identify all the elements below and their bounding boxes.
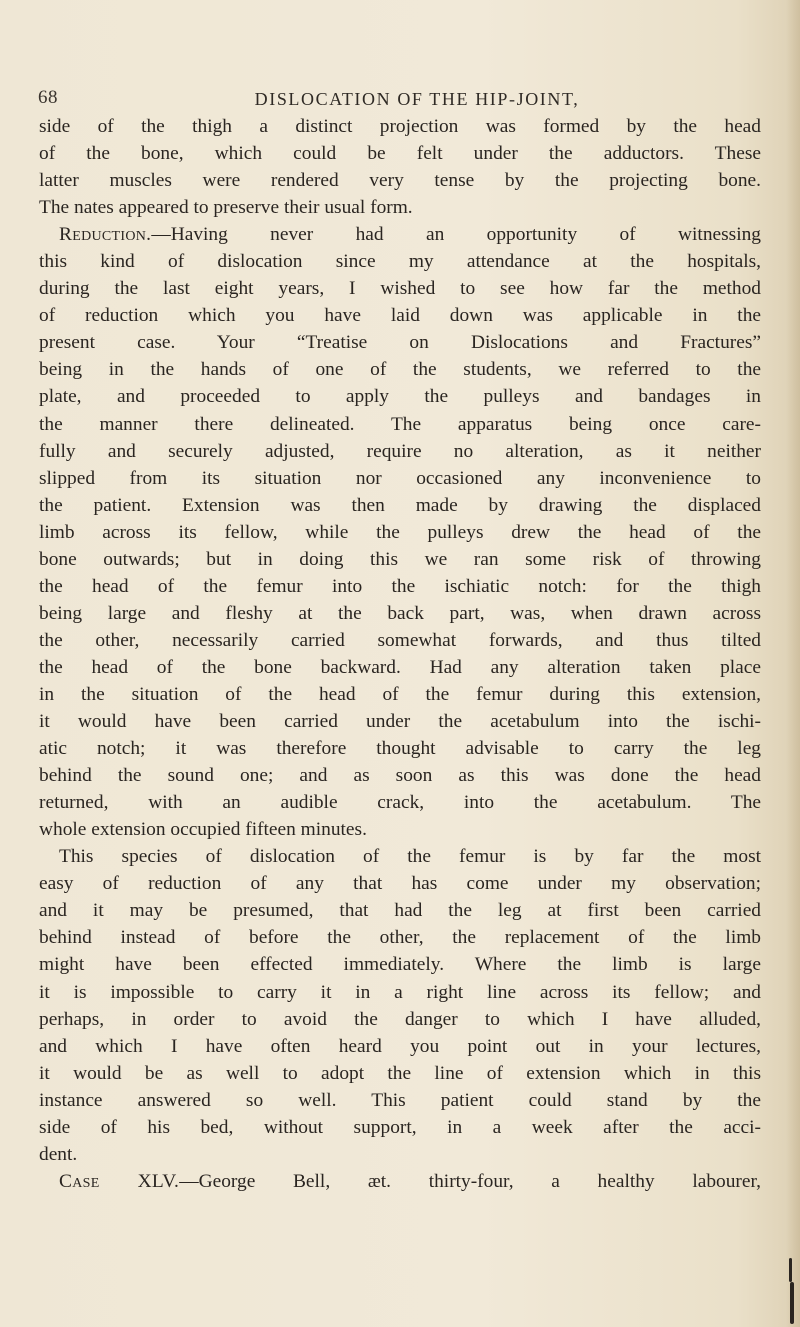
text-line [39,870,761,897]
text-line [39,113,761,140]
text-line [39,411,761,438]
text-line [39,140,761,167]
page-number: 68 [38,87,58,108]
text-line [39,329,761,356]
line-text: and it may be presumed, that had the leg at first been carried [39,900,761,922]
body-text [39,113,761,1195]
section-lead: Reduction. [59,224,152,246]
line-text: whole extension occupied fifteen minutes. [39,819,367,841]
line-text: easy of reduction of any that has come under my observation; [39,873,761,895]
line-text: during the last eight years, I wished to see how far the method [39,278,761,300]
line-text: behind instead of before the other, the replacement of the limb [39,927,761,949]
line-text: dent. [39,1143,78,1165]
text-line [39,979,761,1006]
line-text: the patient. Extension was then made by drawing the displaced [39,494,761,516]
line-text: of reduction which you have laid down was applicable in the [39,305,761,327]
text-line [39,735,761,762]
text-line [39,1060,761,1087]
line-text: being in the hands of one of the students, we referred to the [39,359,761,381]
page-edge-mark [790,1282,794,1324]
text-line [39,1114,761,1141]
text-line [39,492,761,519]
text-line [39,546,761,573]
text-line [39,627,761,654]
line-text: atic notch; it was therefore thought advisable to carry the leg [39,738,761,760]
line-text: it is impossible to carry it in a right line across its fellow; and [39,981,761,1003]
text-line [39,465,761,492]
text-line [39,356,761,383]
line-text: being large and fleshy at the back part, was, when drawn across [39,602,761,624]
line-text: it would be as well to adopt the line of extension which in this [39,1062,761,1084]
text-line [39,221,761,248]
line-text: latter muscles were rendered very tense by the projecting bone. [39,170,761,192]
text-line [39,275,761,302]
text-line [39,1168,761,1195]
text-line [39,708,761,735]
line-text: the head of the bone backward. Had any alteration taken place [39,656,761,678]
text-line [39,248,761,275]
line-text: —Having never had an opportunity of witnessing [151,224,761,246]
section-lead: Case XLV. [59,1170,180,1192]
page-edge-mark [789,1258,792,1282]
line-text: and which I have often heard you point out in your lectures, [39,1035,761,1057]
line-text: present case. Your “Treatise on Dislocations and Fractures” [39,332,761,354]
line-text: side of his bed, without support, in a week after the acci- [39,1116,761,1138]
text-line [39,1006,761,1033]
text-line [39,789,761,816]
text-line [39,924,761,951]
text-line [39,897,761,924]
line-text: fully and securely adjusted, require no alteration, as it neither [39,440,761,462]
line-text: the other, necessarily carried somewhat forwards, and thus tilted [39,629,761,651]
running-title: DISLOCATION OF THE HIP-JOINT, [254,89,580,109]
line-text: perhaps, in order to avoid the danger to which I have alluded, [39,1008,761,1030]
line-text: of the bone, which could be felt under the adductors. These [39,143,761,165]
text-line [39,573,761,600]
text-line [39,1141,761,1168]
line-text: —George Bell, æt. thirty-four, a healthy labourer, [179,1170,761,1192]
line-text: behind the sound one; and as soon as this was done the head [39,765,761,787]
text-line [39,816,761,843]
text-line [39,167,761,194]
text-line [39,519,761,546]
text-line [39,762,761,789]
line-text: the manner there delineated. The apparatus being once care- [39,413,761,435]
text-line [39,951,761,978]
line-text: limb across its fellow, while the pulleys drew the head of the [39,521,761,543]
line-text: side of the thigh a distinct projection was formed by the head [39,116,761,137]
text-line [39,383,761,410]
line-text: slipped from its situation nor occasioned any inconvenience to [39,467,761,489]
line-text: in the situation of the head of the femur during this extension, [39,683,761,705]
text-line [39,438,761,465]
line-text: it would have been carried under the acetabulum into the ischi- [39,711,761,733]
text-line [39,843,761,870]
line-text: plate, and proceeded to apply the pulleys and bandages in [39,386,761,408]
text-line [39,654,761,681]
text-line [39,302,761,329]
line-text: might have been effected immediately. Where the limb is large [39,954,761,976]
text-line [39,600,761,627]
line-text: bone outwards; but in doing this we ran some risk of throwing [39,548,761,570]
line-text: this kind of dislocation since my attendance at the hospitals, [39,251,761,273]
text-line [39,1033,761,1060]
line-text: The nates appeared to preserve their usual form. [39,197,413,219]
line-text: instance answered so well. This patient could stand by the [39,1089,761,1111]
text-line [39,1087,761,1114]
page-edge-shadow [786,0,800,1327]
line-text: the head of the femur into the ischiatic notch: for the thigh [39,575,761,597]
text-line [39,194,761,221]
text-line [39,681,761,708]
line-text: This species of dislocation of the femur is by far the most [59,846,761,868]
line-text: returned, with an audible crack, into the acetabulum. The [39,792,761,814]
